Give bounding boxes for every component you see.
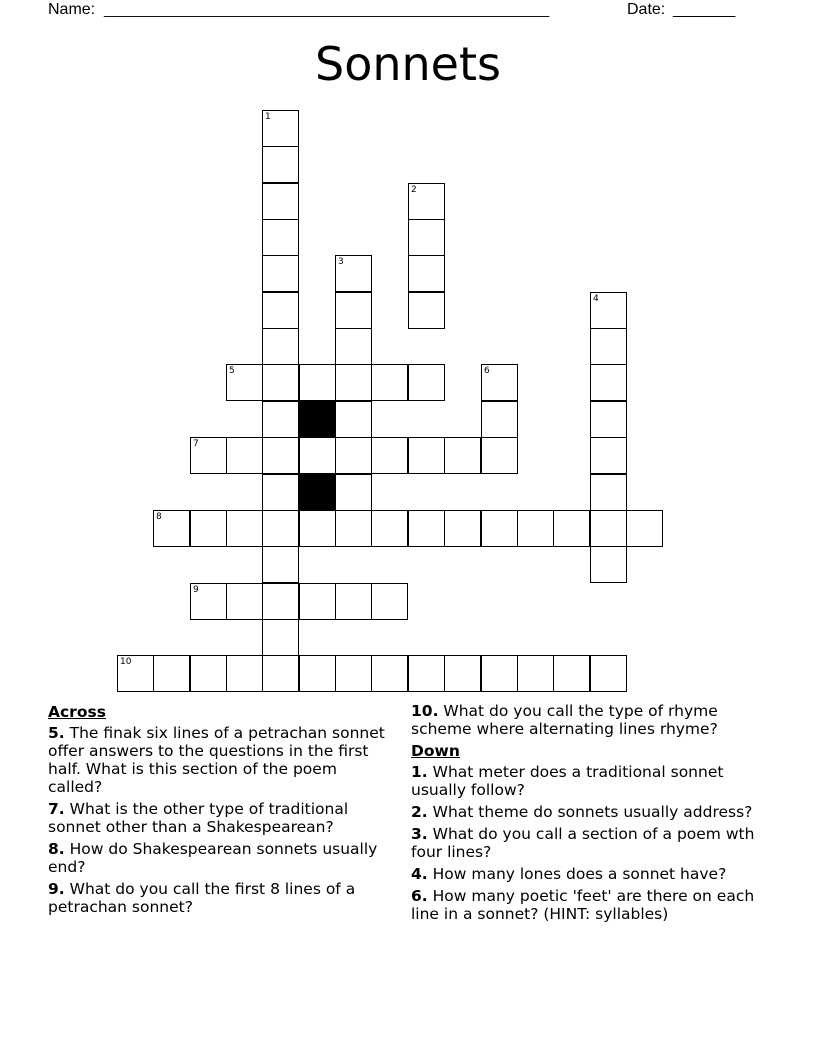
crossword-cell[interactable] xyxy=(262,219,299,256)
crossword-cell[interactable] xyxy=(262,401,299,438)
clue-across-5: 5. The finak six lines of a petrachan sonnet offer answers to the questions in the first half. What is this section of the poem called? xyxy=(48,724,385,796)
crossword-cell[interactable] xyxy=(262,474,299,511)
clue-across-7: 7. What is the other type of traditional sonnet other than a Shakespearean? xyxy=(48,800,349,836)
crossword-cell[interactable] xyxy=(481,437,518,474)
crossword-cell[interactable] xyxy=(226,655,263,692)
crossword-cell[interactable] xyxy=(408,219,445,256)
crossword-cell[interactable] xyxy=(335,328,372,365)
clue-down-1: 1. What meter does a traditional sonnet usually follow? xyxy=(411,763,724,799)
crossword-cell[interactable] xyxy=(481,510,518,547)
crossword-cell[interactable] xyxy=(408,510,445,547)
clue-number: 2 xyxy=(411,185,417,195)
clue-number: 8 xyxy=(156,512,162,522)
crossword-cell[interactable] xyxy=(408,437,445,474)
crossword-cell-2[interactable] xyxy=(408,183,445,220)
crossword-cell[interactable] xyxy=(590,364,627,401)
crossword-cell[interactable] xyxy=(226,583,263,620)
blocked-cell xyxy=(299,401,336,438)
crossword-cell[interactable] xyxy=(590,437,627,474)
crossword-cell[interactable] xyxy=(262,183,299,220)
clues-left-column xyxy=(48,702,393,920)
clue-number: 6 xyxy=(484,366,490,376)
crossword-cell[interactable] xyxy=(626,510,663,547)
crossword-cell[interactable] xyxy=(262,292,299,329)
crossword-cell[interactable] xyxy=(371,364,408,401)
clue-number: 1 xyxy=(265,112,271,122)
clue-number: 10 xyxy=(120,657,132,667)
crossword-cell[interactable] xyxy=(262,437,299,474)
crossword-cell[interactable] xyxy=(335,292,372,329)
clue-down-2: 2. What theme do sonnets usually address? xyxy=(411,803,753,821)
name-label: Name: xyxy=(48,1,96,18)
crossword-cell[interactable] xyxy=(408,292,445,329)
crossword-cell-10[interactable] xyxy=(117,655,154,692)
clue-down-4: 4. How many lones does a sonnet have? xyxy=(411,865,727,883)
crossword-cell[interactable] xyxy=(590,546,627,583)
crossword-cell[interactable] xyxy=(299,364,336,401)
crossword-cell[interactable] xyxy=(335,510,372,547)
crossword-cell[interactable] xyxy=(444,437,481,474)
crossword-cell[interactable] xyxy=(444,510,481,547)
crossword-cell[interactable] xyxy=(190,510,227,547)
crossword-cell[interactable] xyxy=(262,146,299,183)
crossword-cell[interactable] xyxy=(371,437,408,474)
clue-number: 9 xyxy=(193,585,199,595)
crossword-cell[interactable] xyxy=(262,364,299,401)
clues-right-column xyxy=(411,702,761,927)
clue-number: 7 xyxy=(193,439,199,449)
crossword-cell[interactable] xyxy=(553,655,590,692)
date-blank[interactable]: _______ xyxy=(673,1,736,18)
crossword-cell-5[interactable] xyxy=(226,364,263,401)
crossword-cell[interactable] xyxy=(226,437,263,474)
crossword-cell[interactable] xyxy=(262,255,299,292)
crossword-cell[interactable] xyxy=(517,510,554,547)
clue-number: 3 xyxy=(338,257,344,267)
crossword-cell-6[interactable] xyxy=(481,364,518,401)
clue-down-6: 6. How many poetic 'feet' are there on each line in a sonnet? (HINT: syllables) xyxy=(411,887,755,923)
crossword-cell[interactable] xyxy=(226,510,263,547)
crossword-cell[interactable] xyxy=(335,583,372,620)
crossword-cell[interactable] xyxy=(262,546,299,583)
crossword-cell[interactable] xyxy=(262,328,299,365)
crossword-cell[interactable] xyxy=(299,655,336,692)
crossword-cell[interactable] xyxy=(371,655,408,692)
crossword-cell-7[interactable] xyxy=(190,437,227,474)
crossword-cell[interactable] xyxy=(335,401,372,438)
crossword-cell[interactable] xyxy=(408,364,445,401)
blocked-cell xyxy=(299,474,336,511)
crossword-cell[interactable] xyxy=(481,655,518,692)
page-title: Sonnets xyxy=(315,37,501,91)
crossword-cell[interactable] xyxy=(153,655,190,692)
crossword-cell[interactable] xyxy=(335,474,372,511)
crossword-cell[interactable] xyxy=(262,583,299,620)
crossword-cell-8[interactable] xyxy=(153,510,190,547)
crossword-cell[interactable] xyxy=(190,655,227,692)
crossword-cell[interactable] xyxy=(299,437,336,474)
crossword-cell[interactable] xyxy=(553,510,590,547)
crossword-cell[interactable] xyxy=(590,510,627,547)
clue-across-8: 8. How do Shakespearean sonnets usually end? xyxy=(48,840,378,876)
crossword-cell[interactable] xyxy=(371,583,408,620)
down-heading: Down xyxy=(411,742,460,760)
crossword-cell[interactable] xyxy=(335,655,372,692)
clue-across-10: 10. What do you call the type of rhyme scheme where alternating lines rhyme? xyxy=(411,702,718,738)
crossword-cell[interactable] xyxy=(590,401,627,438)
crossword-cell[interactable] xyxy=(371,510,408,547)
crossword-cell[interactable] xyxy=(262,655,299,692)
crossword-cell[interactable] xyxy=(335,437,372,474)
clue-number: 4 xyxy=(593,294,599,304)
clue-across-9: 9. What do you call the first 8 lines of a petrachan sonnet? xyxy=(48,880,356,916)
across-heading: Across xyxy=(48,703,106,721)
crossword-cell[interactable] xyxy=(590,655,627,692)
crossword-cell-1[interactable] xyxy=(262,110,299,147)
crossword-cell[interactable] xyxy=(517,655,554,692)
crossword-cell[interactable] xyxy=(299,583,336,620)
clue-down-3: 3. What do you call a section of a poem wth four lines? xyxy=(411,825,755,861)
clue-number: 5 xyxy=(229,366,235,376)
date-label: Date: xyxy=(627,1,666,18)
crossword-cell[interactable] xyxy=(408,255,445,292)
crossword-cell[interactable] xyxy=(262,619,299,656)
crossword-cell-9[interactable] xyxy=(190,583,227,620)
crossword-cell[interactable] xyxy=(590,328,627,365)
crossword-cell[interactable] xyxy=(481,401,518,438)
crossword-cell[interactable] xyxy=(299,510,336,547)
crossword-cell[interactable] xyxy=(444,655,481,692)
name-blank[interactable]: ______________________________________________________ xyxy=(104,1,550,18)
crossword-cell-4[interactable] xyxy=(590,292,627,329)
crossword-cell[interactable] xyxy=(590,474,627,511)
crossword-cell[interactable] xyxy=(408,655,445,692)
crossword-cell[interactable] xyxy=(335,364,372,401)
crossword-cell-3[interactable] xyxy=(335,255,372,292)
crossword-cell[interactable] xyxy=(262,510,299,547)
